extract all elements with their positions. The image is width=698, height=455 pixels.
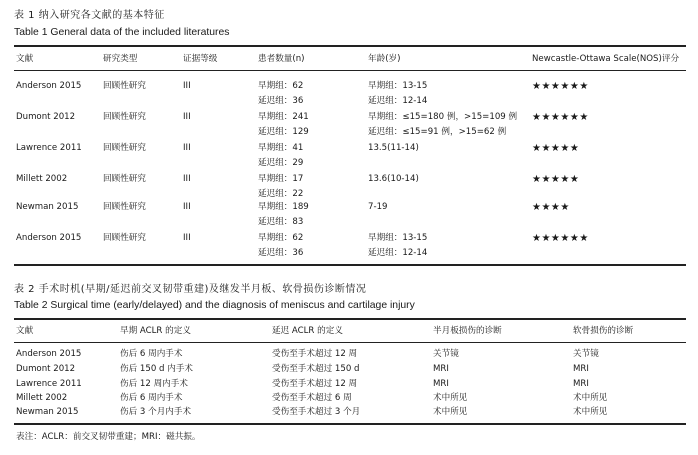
- nos-stars: ★★★★★★: [532, 81, 589, 92]
- table2-footnote: 表注：ACLR：前交叉韧带重建；MRI：磁共振。: [16, 432, 201, 442]
- age-delayed: 延迟组：≤15=91 例，>15=62 例: [368, 127, 507, 137]
- early-definition: 伤后 6 周内手术: [120, 393, 183, 403]
- n-early: 早期组：241: [258, 112, 309, 122]
- study-name: Millett 2002: [16, 174, 68, 184]
- study-type: 回顾性研究: [103, 143, 146, 153]
- evidence-level: III: [183, 202, 191, 212]
- delayed-definition: 受伤至手术超过 12 周: [272, 349, 358, 359]
- early-definition: 伤后 6 周内手术: [120, 349, 183, 359]
- nos-stars: ★★★★★: [532, 143, 580, 154]
- meniscus-diagnosis: 术中所见: [433, 407, 468, 417]
- cartilage-diagnosis: 术中所见: [573, 393, 608, 403]
- study-type: 回顾性研究: [103, 112, 146, 122]
- study-name: Lawrence 2011: [16, 379, 82, 389]
- table2-header-study: 文献: [16, 326, 34, 336]
- table1-header-level: 证据等级: [183, 54, 218, 64]
- table1-title-en: Table 1 General data of the included literatures: [14, 27, 230, 38]
- study-name: Anderson 2015: [16, 349, 82, 359]
- study-name: Newman 2015: [16, 202, 79, 212]
- age-range: 13.6(10-14): [368, 174, 419, 184]
- n-early: 早期组：189: [258, 202, 309, 212]
- study-name: Dumont 2012: [16, 112, 76, 122]
- cartilage-diagnosis: 术中所见: [573, 407, 608, 417]
- meniscus-diagnosis: MRI: [433, 379, 449, 389]
- table1-bottom-rule: [14, 264, 686, 266]
- delayed-definition: 受伤至手术超过 12 周: [272, 379, 358, 389]
- cartilage-diagnosis: MRI: [573, 379, 589, 389]
- age-range: 7-19: [368, 202, 388, 212]
- table2-title-cn: 表 2 手术时机(早期/延迟前交叉韧带重建)及继发半月板、软骨损伤诊断情况: [14, 284, 367, 295]
- nos-stars: ★★★★: [532, 202, 570, 213]
- table2-header-rule: [14, 342, 686, 343]
- table2-header-early: 早期 ACLR 的定义: [120, 326, 191, 336]
- n-delayed: 延迟组：36: [258, 248, 304, 258]
- n-delayed: 延迟组：83: [258, 217, 304, 227]
- n-early: 早期组：62: [258, 233, 304, 243]
- meniscus-diagnosis: 关节镜: [433, 349, 459, 359]
- table2-bottom-rule: [14, 423, 686, 425]
- age-early: 早期组：≤15=180 例，>15=109 例: [368, 112, 518, 122]
- study-type: 回顾性研究: [103, 202, 146, 212]
- study-name: Millett 2002: [16, 393, 68, 403]
- table1-header-age: 年龄(岁): [368, 54, 401, 64]
- study-name: Lawrence 2011: [16, 143, 82, 153]
- table1-header-rule: [14, 70, 686, 71]
- cartilage-diagnosis: 关节镜: [573, 349, 599, 359]
- nos-stars: ★★★★★★: [532, 112, 589, 123]
- evidence-level: III: [183, 112, 191, 122]
- evidence-level: III: [183, 81, 191, 91]
- delayed-definition: 受伤至手术超过 150 d: [272, 364, 360, 374]
- early-definition: 伤后 150 d 内手术: [120, 364, 194, 374]
- n-early: 早期组：41: [258, 143, 304, 153]
- table1-top-rule: [14, 45, 686, 47]
- meniscus-diagnosis: MRI: [433, 364, 449, 374]
- study-name: Anderson 2015: [16, 233, 82, 243]
- study-name: Dumont 2012: [16, 364, 76, 374]
- n-early: 早期组：17: [258, 174, 304, 184]
- early-definition: 伤后 3 个月内手术: [120, 407, 192, 417]
- n-delayed: 延迟组：22: [258, 189, 304, 199]
- evidence-level: III: [183, 174, 191, 184]
- study-name: Newman 2015: [16, 407, 79, 417]
- evidence-level: III: [183, 143, 191, 153]
- age-early: 早期组：13-15: [368, 81, 428, 91]
- table2-top-rule: [14, 318, 686, 320]
- n-early: 早期组：62: [258, 81, 304, 91]
- delayed-definition: 受伤至手术超过 6 周: [272, 393, 352, 403]
- table2-header-cartilage: 软骨损伤的诊断: [573, 326, 634, 336]
- table2-title-en: Table 2 Surgical time (early/delayed) and the diagnosis of meniscus and cartilage injury: [14, 300, 415, 311]
- age-delayed: 延迟组：12-14: [368, 248, 428, 258]
- cartilage-diagnosis: MRI: [573, 364, 589, 374]
- age-delayed: 延迟组：12-14: [368, 96, 428, 106]
- delayed-definition: 受伤至手术超过 3 个月: [272, 407, 361, 417]
- table1-header-n: 患者数量(n): [258, 54, 305, 64]
- meniscus-diagnosis: 术中所见: [433, 393, 468, 403]
- table2-header-delayed: 延迟 ACLR 的定义: [272, 326, 343, 336]
- study-type: 回顾性研究: [103, 233, 146, 243]
- evidence-level: III: [183, 233, 191, 243]
- study-type: 回顾性研究: [103, 174, 146, 184]
- nos-stars: ★★★★★: [532, 174, 580, 185]
- early-definition: 伤后 12 周内手术: [120, 379, 188, 389]
- table1-header-type: 研究类型: [103, 54, 138, 64]
- table2-header-meniscus: 半月板损伤的诊断: [433, 326, 502, 336]
- study-name: Anderson 2015: [16, 81, 82, 91]
- table1-title-cn: 表 1 纳入研究各文献的基本特征: [14, 10, 165, 21]
- table1-header-study: 文献: [16, 54, 34, 64]
- n-delayed: 延迟组：29: [258, 158, 304, 168]
- n-delayed: 延迟组：36: [258, 96, 304, 106]
- nos-stars: ★★★★★★: [532, 233, 589, 244]
- age-early: 早期组：13-15: [368, 233, 428, 243]
- n-delayed: 延迟组：129: [258, 127, 309, 137]
- study-type: 回顾性研究: [103, 81, 146, 91]
- table1-header-nos: Newcastle-Ottawa Scale(NOS)评分: [532, 54, 680, 64]
- age-range: 13.5(11-14): [368, 143, 419, 153]
